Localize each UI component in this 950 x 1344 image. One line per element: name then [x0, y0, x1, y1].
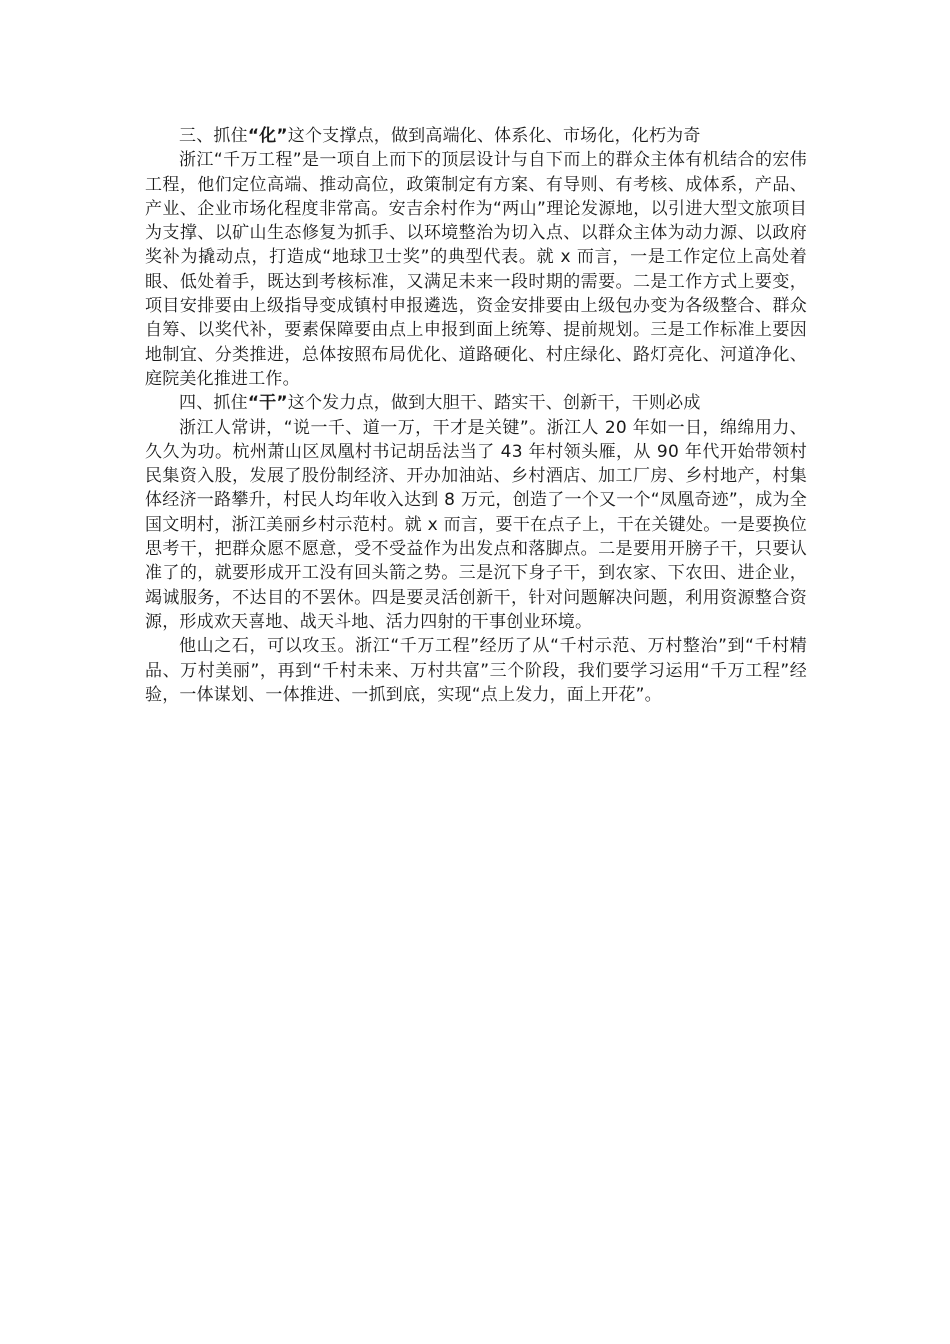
heading-prefix: 三、抓住	[179, 126, 248, 146]
heading-prefix: 四、抓住	[179, 393, 248, 414]
document-page	[145, 124, 807, 707]
paragraph: 浙江人常讲，“说一千、道一万，干才是关键”。浙江人 20 年如一日，绵绵用力、久久为功。杭州萧山区凤凰村书记胡岳法当了 43 年村领头雁，从 90 年代开始带领村民集资入股，发展了股份制经济、开办加油站、乡村酒店、加工厂房、乡村地产，村集体经济一路攀升，村民人均年收入达到 8 万元，创造了一个又一个“凤凰奇迹”，成为全国文明村，浙江美丽乡村示范村。就 x 而言，要干在点子上，干在关键处。一是要换位思考干，把群众愿不愿意，受不受益作为出发点和落脚点。二是要用开膀子干，只要认准了的，就要形成开工没有回头箭之势。三是沉下身子干，到农家、下农田、进企业，竭诚服务，不达目的不罢休。四是要灵活创新干，针对问题解决问题，利用资源整合资源，形成欢天喜地、战天斗地、活力四射的干事创业环境。	[145, 417, 807, 632]
heading-suffix: 这个发力点，做到大胆干、踏实干、创新干，干则必成	[287, 393, 701, 414]
section-heading-4	[145, 391, 807, 415]
paragraph: 浙江“千万工程”是一项自上而下的顶层设计与自下而上的群众主体有机结合的宏伟工程，他们定位高端、推动高位，政策制定有方案、有导则、有考核、成体系，产品、产业、企业市场化程度非常高。安吉余村作为“两山”理论发源地，以引进大型文旅项目为支撑、以矿山生态修复为抓手、以环境整治为切入点、以群众主体为动力源、以政府奖补为撬动点，打造成“地球卫士奖”的典型代表。就 x 而言，一是工作定位上高处着眼、低处着手，既达到考核标准，又满足未来一段时期的需要。二是工作方式上要变，项目安排要由上级指导变成镇村申报遴选，资金安排要由上级包办变为各级整合、群众自筹、以奖代补，要素保障要由点上申报到面上统筹、提前规划。三是工作标准上要因地制宜、分类推进，总体按照布局优化、道路硬化、村庄绿化、路灯亮化、河道净化、庭院美化推进工作。	[145, 150, 807, 389]
heading-keyword: “化”	[247, 126, 288, 146]
heading-keyword: “干”	[247, 393, 288, 414]
paragraph-conclusion: 他山之石，可以攻玉。浙江“千万工程”经历了从“千村示范、万村整治”到“千村精品、万村美丽”，再到“千村未来、万村共富”三个阶段，我们要学习运用“千万工程”经验，一体谋划、一体推进、一抓到底，实现“点上发力，面上开花”。	[145, 636, 807, 705]
section-heading-3	[145, 124, 807, 148]
heading-suffix: 这个支撑点，做到高端化、体系化、市场化，化朽为奇	[287, 126, 701, 146]
